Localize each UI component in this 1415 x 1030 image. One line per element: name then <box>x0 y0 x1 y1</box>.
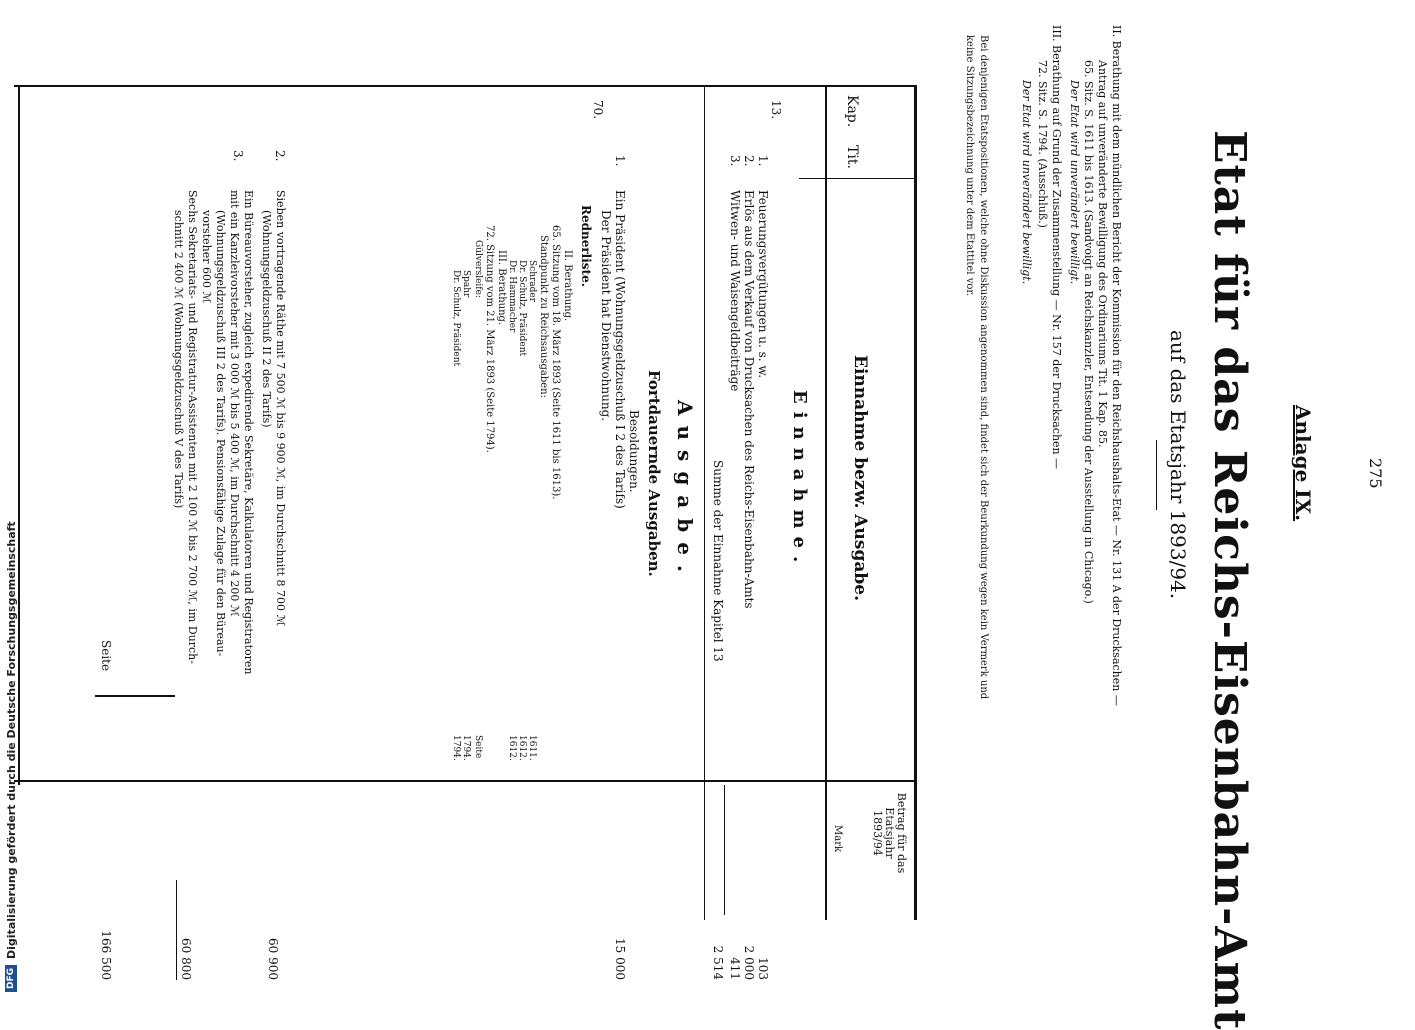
seite-label: Seite <box>99 640 113 672</box>
ausgabe-heading: Ausgabe. <box>673 400 697 582</box>
ausgabe-amount-2: 60 900 <box>266 938 280 980</box>
berathung-3: III. Berathung. <box>496 250 507 326</box>
ausgabe-text-1b: Der Präsident hat Dienstwohnung. <box>599 210 613 422</box>
item3-sum-rule <box>95 695 175 697</box>
title-rule <box>1156 440 1157 510</box>
note-2d: Der Etat wird unverändert bewilligt. <box>1068 80 1081 285</box>
table-top-rule <box>914 85 917 920</box>
ausgabe-text-3c: (Wohnungsgeldzuschuß III 2 des Tarifs). Pensionsfähige Zulage für den Büreau- <box>214 210 227 657</box>
redner-4: Gülversleife: <box>473 240 483 298</box>
redner-5-page: 1794. <box>461 735 471 761</box>
dfg-logo-icon: DFG <box>5 965 17 992</box>
column-rule-tit <box>799 178 914 179</box>
ausgabe-text-3e: Sechs Sekretariats- und Registratur-Assistenten mit 2 100 ℳ bis 2 700 ℳ, im Durch- <box>186 190 199 664</box>
header-kap: Kap. <box>844 95 860 128</box>
einnahme-text-1: Feuerungsvergütungen u. s. w. <box>756 190 770 379</box>
einnahme-amount-2: 2 000 <box>742 945 756 980</box>
rednerliste-heading: Rednerliste. <box>579 205 593 287</box>
header-description: Einnahme bezw. Ausgabe. <box>850 355 870 601</box>
header-tit: Tit. <box>844 145 860 169</box>
note-3c: Der Etat wird unverändert bewilligt. <box>1020 80 1033 285</box>
einnahme-text-3: Witwen- und Waisengeldbeiträge <box>728 190 742 392</box>
redner-3-page: 1612. <box>507 735 517 761</box>
ausgabe-text-3d: vorsteher 600 ℳ <box>200 210 213 304</box>
ausgabe-text-1: Ein Präsident (Wohnungsgeldzuschuß I 2 des Tarifs) <box>613 190 627 509</box>
page-title: Etat für das Reichs-Eisenbahn-Amt <box>1204 130 1255 1030</box>
header-amount: Betrag für das Etatsjahr 1893/94 <box>871 792 908 874</box>
redner-6: Dr. Schulz, Präsident <box>451 270 461 367</box>
column-rule-amount <box>14 780 914 782</box>
redner-3: Dr. Hammacher <box>507 260 517 333</box>
ausgabe-tit-2: 2. <box>273 150 287 162</box>
note-2c: 65. Sitz. S. 1611 bis 1613. (Sandvoigt an Reichskanzler, Entsendung der Ausstellung in Chicago.) <box>1082 60 1095 604</box>
ausgabe-kap: 70. <box>591 100 605 120</box>
standpunkt: Standpunkt zu Reichsausgaben: <box>538 235 549 398</box>
note-4b: keine Sitzungsbezeichnung unter dem Etattitel vor. <box>964 35 975 297</box>
ausgabe-text-2b: (Wohnungsgeldzuschuß II 2 des Tarifs) <box>260 210 273 428</box>
seite-col-label: Seite <box>473 735 483 759</box>
note-3: III. Berathung auf Grund der Zusammenstellung — Nr. 157 der Drucksachen — <box>1050 25 1063 470</box>
ausgabe-amount-3: 60 800 <box>179 938 193 980</box>
note-3b: 72. Sitz. S. 1794. (Ausschluß.) <box>1036 60 1049 228</box>
header-unit: Mark <box>832 825 843 853</box>
credit-text: Digitalisierung gefördert durch die Deutsche Forschungsgemeinschaft <box>4 521 18 959</box>
ausgabe-subheading: Fortdauernde Ausgaben. <box>645 370 663 577</box>
einnahme-text-2: Erlös aus dem Verkauf von Drucksachen des Reichs-Eisenbahn-Amts <box>742 190 756 609</box>
einnahme-amount-1: 103 <box>756 957 770 980</box>
ausgabe-tit-1: 1. <box>613 155 627 167</box>
appendix-label: Anlage IX. <box>1291 405 1315 522</box>
ausgabe-text-3f: schnitt 2 400 ℳ (Wohnungsgeldzuschuß V des Tarifs) <box>172 210 185 509</box>
ausgabe-text-3b: mit ein Kanzleivorsteher mit 3 000 ℳ bis 5 400 ℳ, im Durchschnitt 4 200 ℳ <box>228 190 241 617</box>
einnahme-end-rule <box>704 85 705 920</box>
total-rule <box>176 880 177 980</box>
ausgabe-amount-1: 15 000 <box>613 938 627 980</box>
einnahme-tit-3: 3. <box>728 155 742 167</box>
redner-1: Schrader <box>527 260 537 303</box>
ausgabe-text-3: Ein Büreauvorsteher, zugleich expedirende Sekretäre, Kalkulatoren und Registratoren <box>242 190 255 675</box>
einnahme-tit-1: 1. <box>756 155 770 167</box>
sitzung-65: 65. Sitzung vom 18. März 1893 (Seite 1611 bis 1613). <box>550 225 561 500</box>
table-header-rule <box>825 85 827 920</box>
einnahme-heading: Einnahme. <box>789 390 810 571</box>
note-4: Bei denjenigen Etatspositionen, welche ohne Diskussion angenommen sind, findet sich der Beurkundung wegen kein Vermerk und <box>978 35 989 700</box>
redner-2: Dr. Schulz, Präsident <box>517 260 527 357</box>
einnahme-tit-2: 2. <box>742 155 756 167</box>
einnahme-kap: 13. <box>769 100 783 120</box>
berathung-2: II. Berathung. <box>562 250 573 322</box>
ausgabe-tit-3: 3. <box>231 150 245 162</box>
total-amount: 166 500 <box>99 930 113 980</box>
redner-1-page: 1611. <box>527 735 537 761</box>
note-2b: Antrag auf unveränderte Bewilligung des Ordinariums Tit. 1 Kap. 85. <box>1096 60 1109 448</box>
left-margin-rule <box>14 85 914 87</box>
note-2: II. Berathung mit dem mündlichen Bericht der Kommission für den Reichshaushalts-Etat — Nr. 131 A der Drucksachen — <box>1110 25 1123 706</box>
einnahme-sum: 2 514 <box>711 945 725 980</box>
ausgabe-text-2: Sieben vortragende Räthe mit 7 500 ℳ bis 9 900 ℳ, im Durchschnitt 8 700 ℳ <box>274 190 287 627</box>
page-number: 275 <box>1366 458 1385 489</box>
digitization-credit <box>0 0 22 1000</box>
redner-5: Spahr <box>461 270 471 298</box>
besoldungen-heading: Besoldungen. <box>627 410 641 493</box>
redner-6-page: 1794. <box>451 735 461 761</box>
einnahme-amount-3: 411 <box>728 957 742 980</box>
redner-2-page: 1612. <box>517 735 527 761</box>
sitzung-72: 72. Sitzung vom 21. März 1893 (Seite 1794). <box>484 225 495 453</box>
page-subtitle: auf das Etatsjahr 1893/94. <box>1166 330 1190 600</box>
einnahme-sum-label: Summe der Einnahme Kapitel 13 <box>711 460 725 662</box>
